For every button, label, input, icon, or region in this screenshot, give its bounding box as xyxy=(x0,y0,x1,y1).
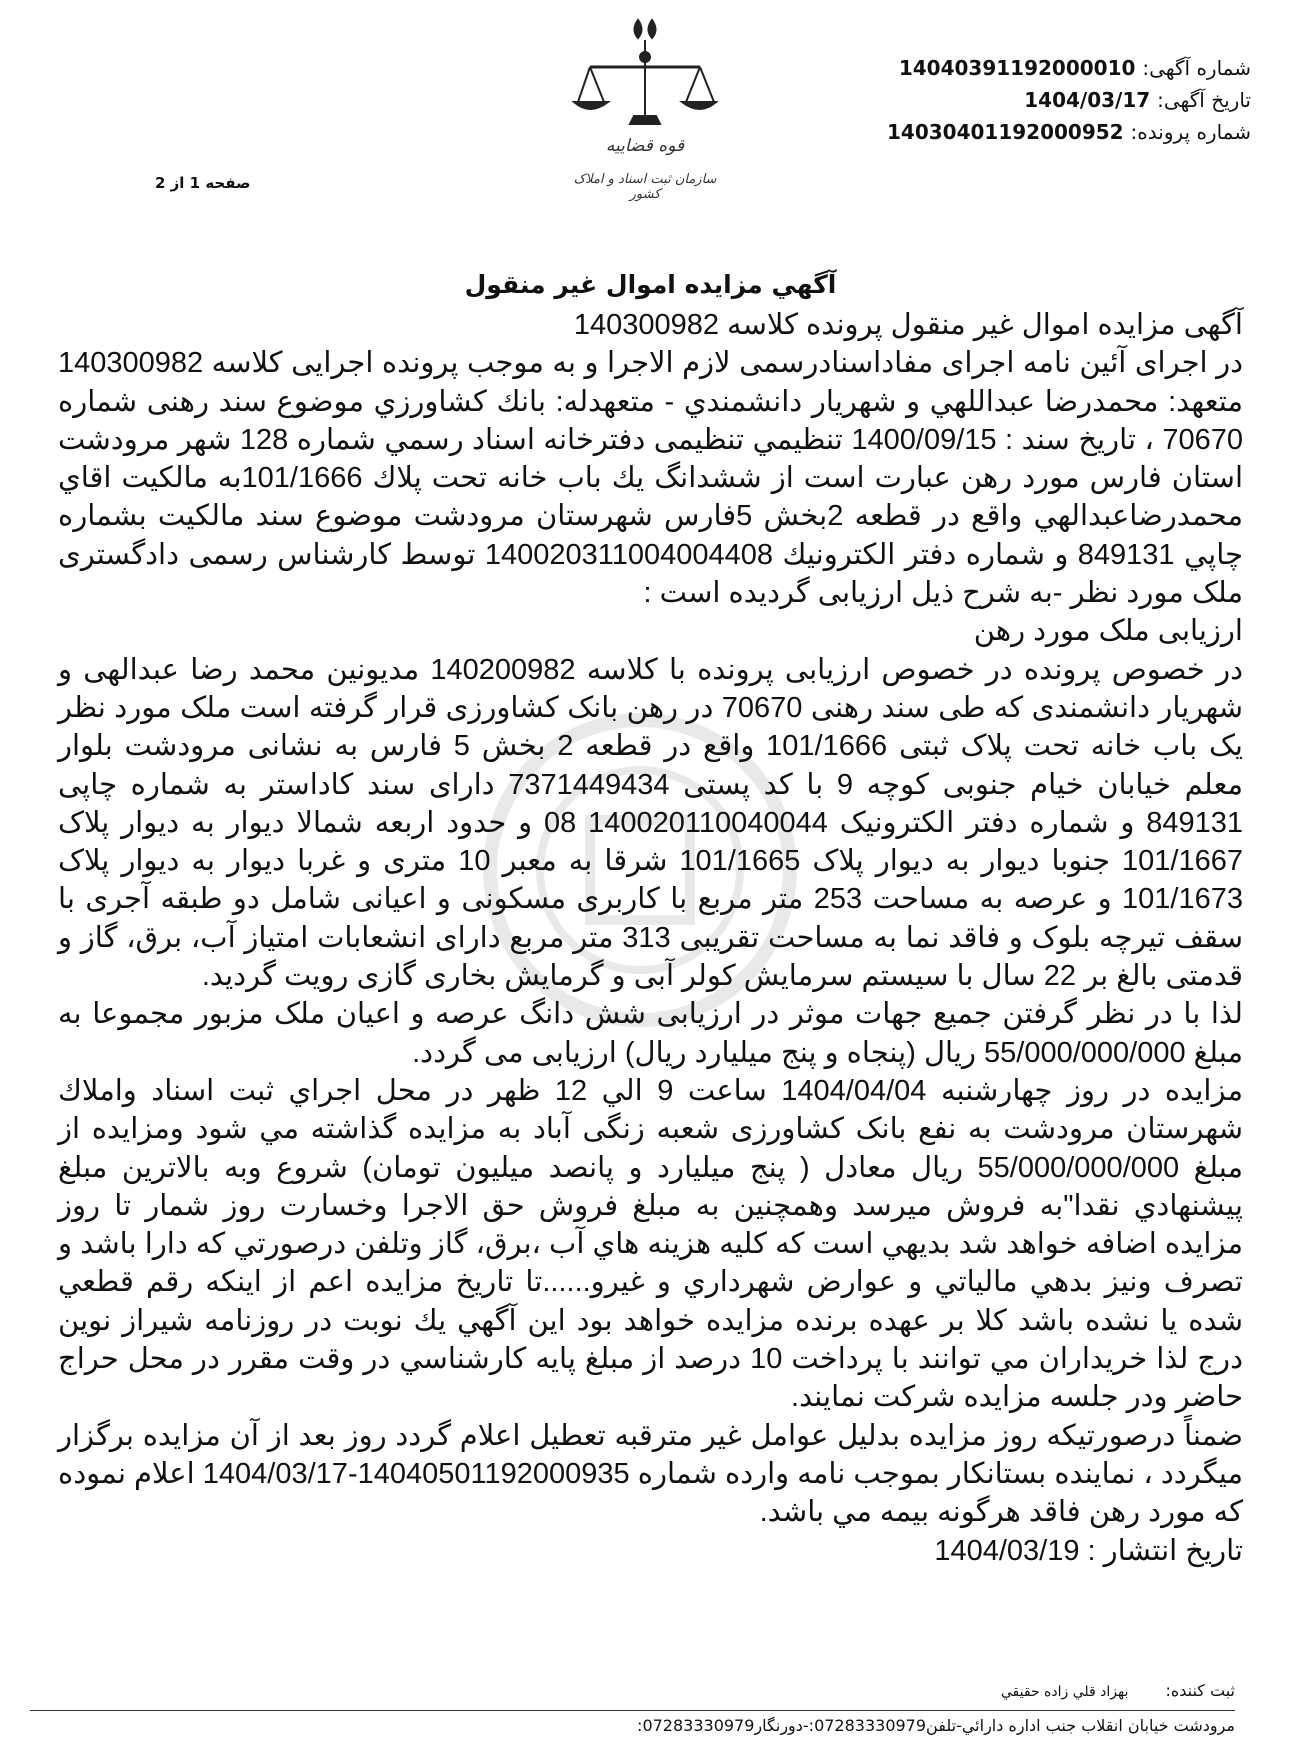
judiciary-emblem xyxy=(560,12,730,212)
body-paragraph-auction-terms: مزایده در روز چهارشنبه 1404/04/04 ساعت 9 الي 12 ظهر در محل اجراي ثبت اسناد واملاك شهرستان مرودشت به نفع بانک کشاورزی شعبه زنگی آباد به مزایده گذاشته مي شود ومزايده از مبلغ 55/000/000/000 ريال معادل ( پنج ميليارد و پانصد ميليون تومان) شروع وبه بالاترين مبلغ پيشنهادي نقدا"به فروش ميرسد وهمچنين به مبلغ فروش حق الاجرا وخسارت روز شمار تا روز مزايده اضافه خواهد شد بديهي است كه كليه هزينه هاي آب ،برق، گاز وتلفن درصورتي كه دارا باشد و تصرف ونيز بدهي مالياتي و عوارض شهرداري و غيرو......تا تاريخ مزايده اعم از اينكه رقم قطعي شده يا نشده باشد كلا بر عهده برنده مزايده خواهد بود اين آگهي يك نوبت در روزنامه شيراز نوين درج لذا خريداران مي توانند با پرداخت 10 درصد از مبلغ پايه كارشناسي در وقت مقرر در محل حراج حاضر ودر جلسه مزايده شركت نمايند. xyxy=(58,1074,1243,1414)
case-number-label: شماره پرونده: xyxy=(1130,120,1251,144)
ad-date-row xyxy=(831,84,1251,116)
publish-date-label: تاریخ انتشار : xyxy=(1087,1534,1243,1567)
registrar-row xyxy=(1001,1681,1235,1700)
body-paragraph-evaluation-heading: ارزیابی ملک مورد رهن xyxy=(973,615,1243,648)
registrar-label: ثبت کننده: xyxy=(1165,1681,1235,1700)
ad-date: 1404/03/17 xyxy=(1024,88,1151,112)
ad-number-row xyxy=(831,52,1251,84)
scales-of-justice-icon xyxy=(560,12,730,142)
emblem-caption-judiciary: قوه قضاییه xyxy=(605,136,685,156)
body-paragraph-subject: آگهی مزایده اموال غیر منقول پرونده کلاسه 140300982 xyxy=(573,309,1243,341)
publish-date-row xyxy=(58,1532,1243,1570)
document-body xyxy=(58,306,1243,1570)
body-paragraph-mortgage-details: در اجرای آئین نامه اجرای مفاداسنادرسمی لازم الاجرا و به موجب پرونده اجرایی کلاسه 140300982 متعهد: محمدرضا عبداللهي و شهريار دانشمندي - متعهدله: بانك كشاورزي موضوع سند رهنی شماره 70670 ، تاریخ سند : 1400/09/15 تنظیمي تنظیمی دفترخانه اسناد رسمي شماره 128 شهر مرودشت استان فارس مورد رهن عبارت است از ششدانگ يك باب خانه تحت پلاك 101/1666به مالكيت اقاي محمدرضاعبدالهي واقع در قطعه 2بخش 5فارس شهرستان مرودشت موضوع سند مالكيت بشماره چاپي 849131 و شماره دفتر الكترونيك 140020311004004408 توسط كارشناس رسمی دادگستری ملک مورد نظر -به شرح ذیل ارزیابی گردیده است : xyxy=(58,347,1244,610)
registrar-name: بهزاد قلي زاده حقيقي xyxy=(1000,1684,1129,1700)
ad-number: 14040391192000010 xyxy=(898,56,1136,80)
page-indicator: صفحه 1 از 2 xyxy=(155,174,251,192)
case-number: 14030401192000952 xyxy=(887,120,1124,144)
ad-date-label: تاریخ آگهی: xyxy=(1157,88,1251,112)
ad-number-label: شماره آگهی: xyxy=(1142,56,1251,80)
office-address: مرودشت خيابان انقلاب جنب اداره دارائي-تلفن07283330979:-دورنگار07283330979: xyxy=(637,1716,1235,1735)
publish-date: 1404/03/19 xyxy=(934,1534,1080,1567)
document-title: آگهي مزايده اموال غير منقول xyxy=(464,270,837,299)
body-paragraph-valuation: لذا با در نظر گرفتن جمیع جهات موثر در ارزیابی شش دانگ عرصه و اعیان ملک مزبور مجموعا به مبلغ 55/000/000/000 ریال (پنجاه و پنج میلیارد ریال) ارزیابی می گردد. xyxy=(58,998,1243,1069)
body-paragraph-notes: ضمناً درصورتيكه روز مزايده بدليل عوامل غير مترقبه تعطيل اعلام گردد روز بعد از آن مزايده برگزار ميگردد ، نماينده بستانكار بموجب نامه وارده شماره 14040501192000935-1404/03/17 اعلام نموده كه مورد رهن فاقد هرگونه بيمه مي باشد. xyxy=(58,1419,1243,1529)
body-paragraph-property-description: در خصوص پرونده در خصوص ارزیابی پرونده با کلاسه 140200982 مدیونین محمد رضا عبدالهی و شهریار دانشمندی که طی سند رهنی 70670 در رهن بانک کشاورزی قرار گرفته است ملک مورد نظر یک باب خانه تحت پلاک ثبتی 101/1666 واقع در قطعه 2 بخش 5 فارس به نشانی مرودشت بلوار معلم خیابان خیام جنوبی کوچه 9 با کد پستی 7371449434 دارای سند کاداستر به شماره چاپی 849131 و شماره دفتر الکترونیک 140020110040044 08 و حدود اربعه شمالا دیوار به دیوار پلاک 101/1667 جنوبا دیوار به دیوار پلاک 101/1665 شرقا به معبر 10 متری و غربا دیوار به دیوار پلاک 101/1673 و عرصه به مساحت 253 متر مربع با کاربری مسکونی و اعیانی شامل دو طبقه آجری با سقف تیرچه بلوک و فاقد نما به مساحت تقریبی 313 متر مربع دارای انشعابات امتیاز آب، برق، گاز و قدمتی بالغ بر 22 سال با سیستم سرمایش کولر آبی و گرمایش بخاری گازی رویت گردید. xyxy=(58,653,1244,993)
footer-divider xyxy=(30,1710,1235,1711)
ad-metadata xyxy=(831,52,1251,148)
case-number-row xyxy=(831,116,1251,148)
emblem-caption-registry: سازمان ثبت اسناد و املاک کشور xyxy=(573,172,717,202)
